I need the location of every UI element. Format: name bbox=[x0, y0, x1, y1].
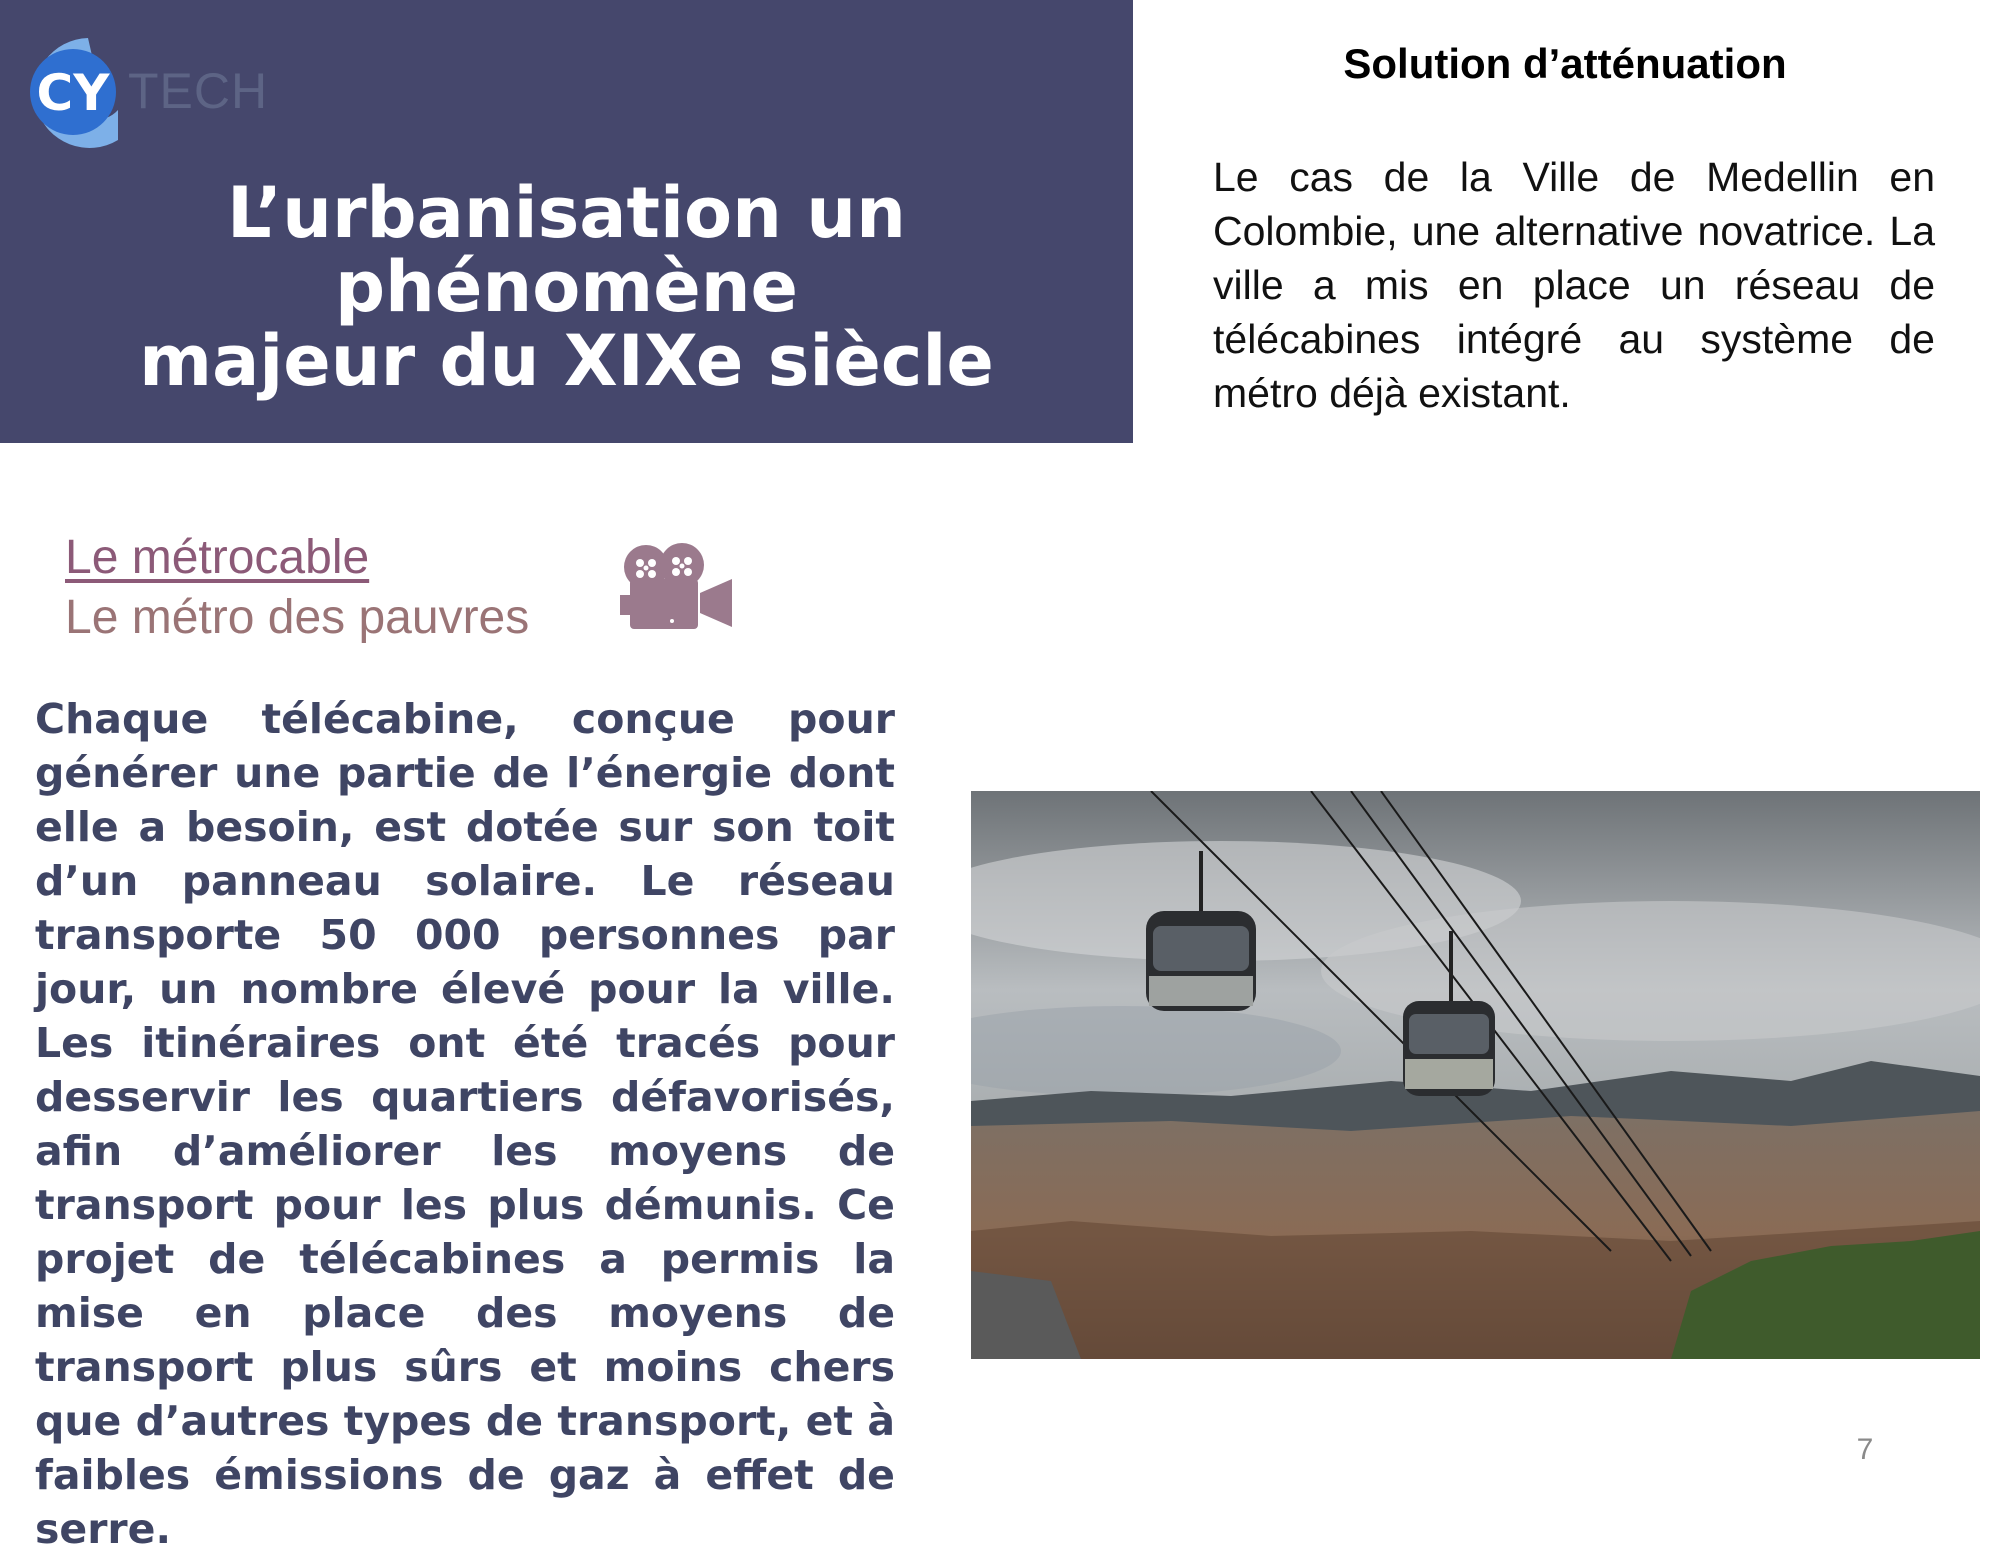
solution-heading: Solution d’atténuation bbox=[1343, 40, 1787, 87]
solution-text: Le cas de la Ville de Medellin en Colombie, une alternative novatrice. La ville a mis en place un réseau de télécabines intégré au système de métro déjà existant. bbox=[1213, 154, 1935, 416]
logo-mark-text: CY bbox=[36, 64, 110, 122]
body-paragraph: Chaque télécabine, conçue pour générer une partie de l’énergie dont elle a besoin, est dotée sur son toit d’un panneau solaire. Le réseau transporte 50 000 personnes par jour, un nombre élevé pour la ville. Les itinéraires ont été tracés pour desservir les quartiers défavorisés, afin d’améliorer les moyens de transport pour les plus démunis. Ce projet de télécabines a permis la mise en place des moyens de transport plus sûrs et moins chers que d’autres types de transport, et à faibles émissions de gaz à effet de serre. bbox=[35, 695, 895, 1553]
page-title bbox=[0, 172, 1133, 402]
metrocable-link[interactable]: Le métrocable bbox=[65, 531, 370, 584]
medellin-cable-car-photo bbox=[971, 791, 1980, 1359]
title-panel bbox=[0, 0, 1133, 443]
page-number: 7 bbox=[1856, 1433, 1874, 1466]
logo-tech-text: TECH bbox=[128, 63, 269, 119]
title-line-1: L’urbanisation un phénomène bbox=[227, 172, 906, 328]
title-line-2: majeur du XIXe siècle bbox=[139, 320, 994, 402]
video-camera-icon[interactable] bbox=[620, 543, 735, 635]
metrocable-subtitle: Le métro des pauvres bbox=[65, 591, 530, 644]
